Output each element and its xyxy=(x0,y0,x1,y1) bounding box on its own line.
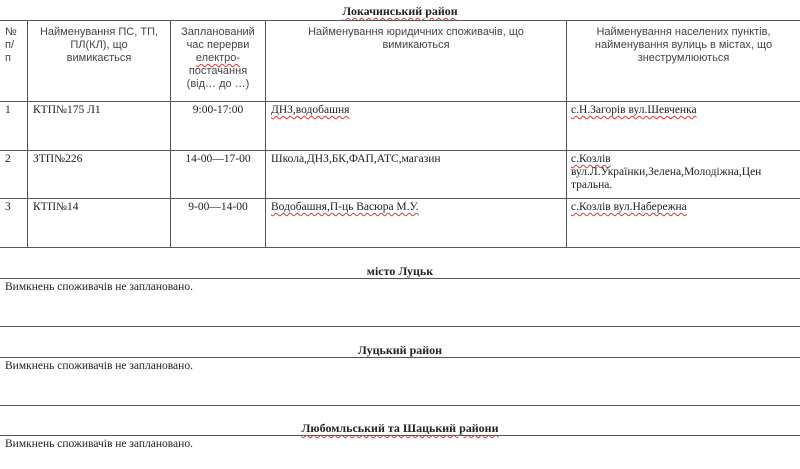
header-substation: Найменування ПС, ТП, ПЛ(КЛ), що вимикається xyxy=(39,26,159,64)
row-2-substation: ЗТП№226 xyxy=(33,153,83,165)
row-1-num: 1 xyxy=(5,104,11,116)
section-lyuboml-top-border xyxy=(0,435,800,436)
row-1-substation: КТП№175 Л1 xyxy=(33,104,101,116)
row-2-consumers: Школа,ДНЗ,БК,ФАП,АТС,магазин xyxy=(271,153,441,165)
row-3-time: 9-00—14-00 xyxy=(188,201,248,213)
section-lyuboml-note: Вимкнень споживачів не заплановано. xyxy=(5,438,193,450)
row-1-settlements: с.Н.Загорів вул.Шевченка xyxy=(571,104,697,116)
section-lutsk-city-bottom-border xyxy=(0,326,800,327)
section-lutsk-raion-top-border xyxy=(0,357,800,358)
row-3-num: 3 xyxy=(5,201,11,213)
table-bottom-border xyxy=(0,247,800,248)
row-2-settlements: с.Козлів вул.Л.Українки,Зелена,Молодіжна,Цен тральна. xyxy=(571,153,762,191)
header-num: № п/ п xyxy=(5,26,17,64)
header-consumers: Найменування юридичних споживачів, що вимикаються xyxy=(308,26,524,51)
section-lutsk-city-top-border xyxy=(0,278,800,279)
row-3-consumers: Водобашня,П-ць Васюра М.У. xyxy=(271,201,419,213)
table-col-divider-3 xyxy=(265,20,266,247)
row-3-substation: КТП№14 xyxy=(33,201,79,213)
row-1-consumers: ДНЗ,водобашня xyxy=(271,104,350,116)
section-lutsk-raion-note: Вимкнень споживачів не заплановано. xyxy=(5,360,193,372)
row-2-time: 14-00—17-00 xyxy=(185,153,251,165)
table-header-bottom-border xyxy=(0,101,800,102)
row-2-num: 2 xyxy=(5,153,11,165)
section-title-lyuboml-shatsk: Любомльський та Шацький райони xyxy=(301,421,499,435)
section-lutsk-city-note: Вимкнень споживачів не заплановано. xyxy=(5,281,193,293)
table-top-border xyxy=(0,20,800,21)
section-title-lutsk-city: місто Луцьк xyxy=(366,264,434,278)
table-row-1-bottom-border xyxy=(0,150,800,151)
row-3-settlements: с.Козлів вул.Набережна xyxy=(571,201,687,213)
header-time: Запланований час перерви електро- постачання (від… до …) xyxy=(181,26,255,90)
row-1-time: 9:00-17:00 xyxy=(192,104,244,116)
table-row-2-bottom-border xyxy=(0,198,800,199)
section-lutsk-raion-bottom-border xyxy=(0,405,800,406)
header-settlements: Найменування населених пунктів, найменування вулиць в містах, що знеструмлюються xyxy=(594,26,773,64)
section-title-lutsk-raion: Луцький район xyxy=(357,343,443,357)
section-title-lokachi: Локачинський район xyxy=(342,4,458,18)
